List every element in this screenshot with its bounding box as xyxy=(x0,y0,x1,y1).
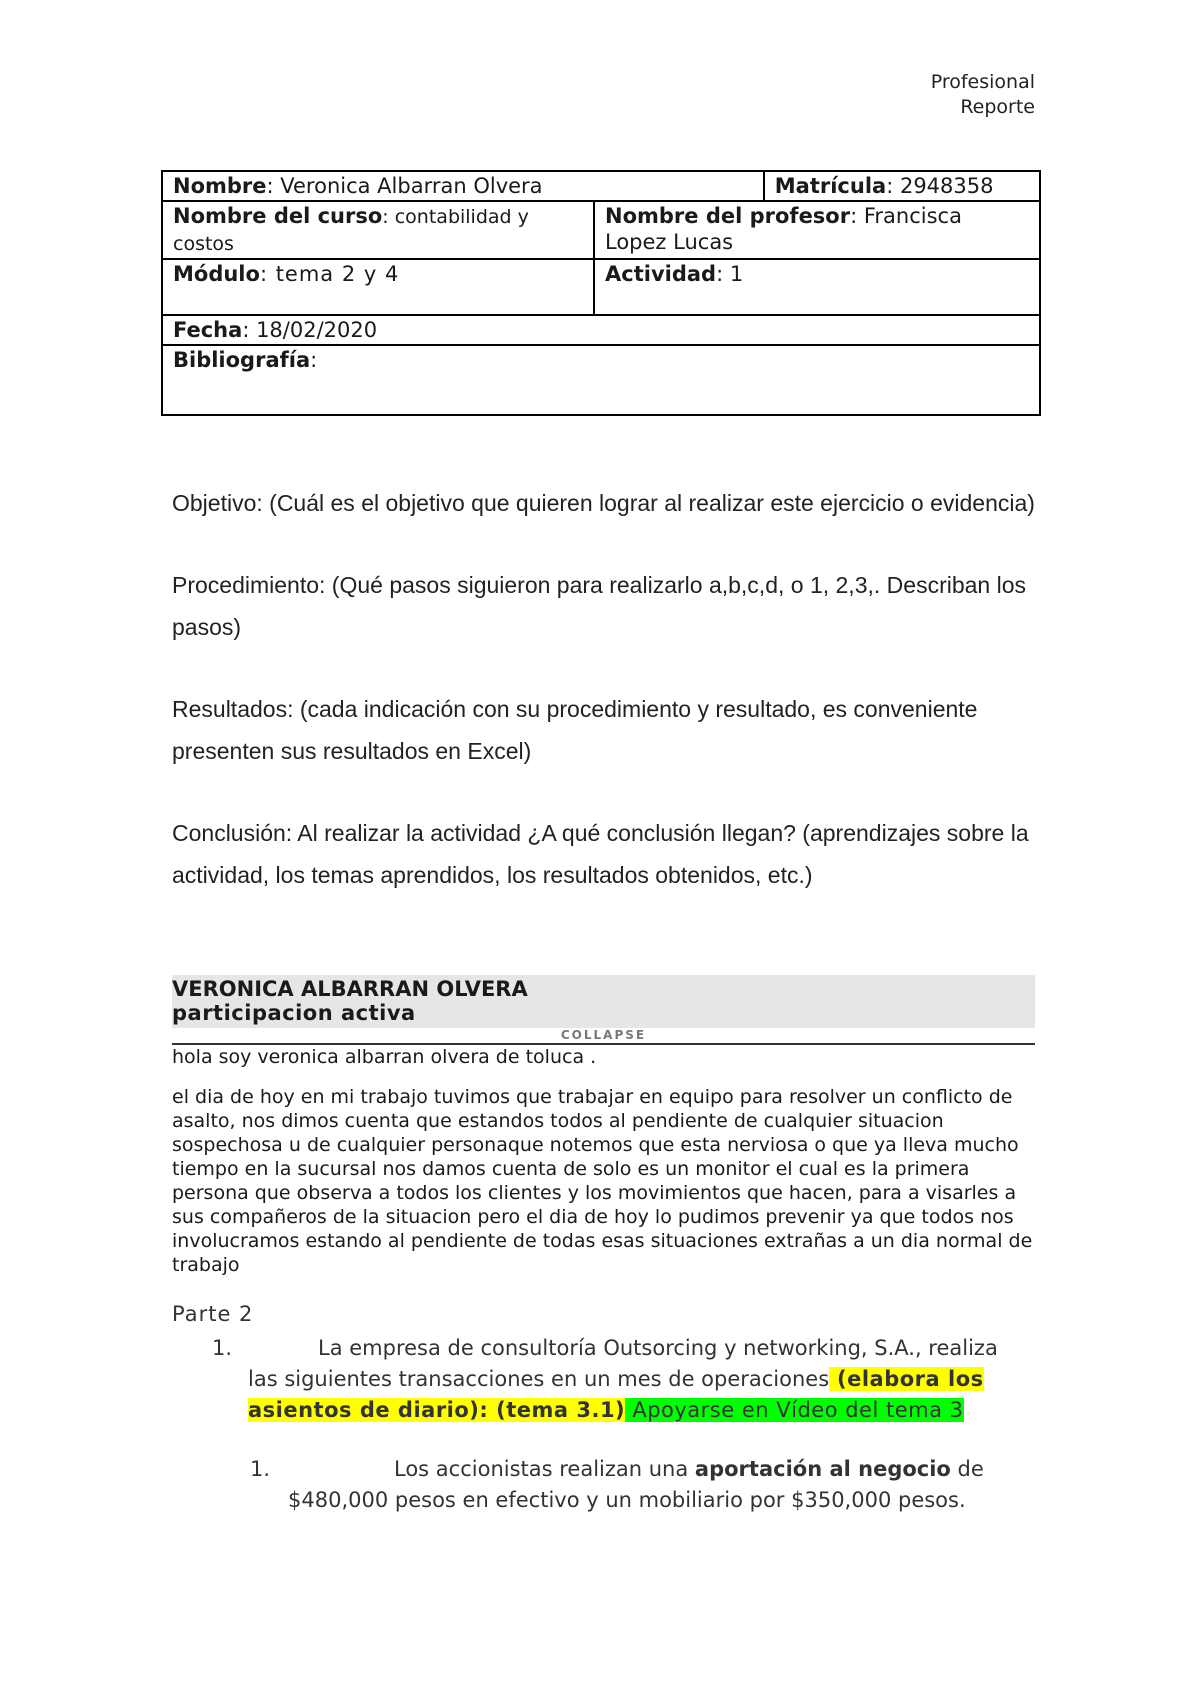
resultados-text: Resultados: (cada indicación con su procedimiento y resultado, es conveniente presenten sus resultados en Excel) xyxy=(172,696,978,764)
objetivo-text: Objetivo: (Cuál es el objetivo que quieren lograr al realizar este ejercicio o evidencia) xyxy=(172,490,1035,516)
fecha-value: : 18/02/2020 xyxy=(242,318,378,342)
modulo-label: Módulo xyxy=(173,262,260,286)
list-item-2-number: 1. xyxy=(250,1457,271,1481)
forum-body: el dia de hoy en mi trabajo tuvimos que trabajar en equipo para resolver un conflicto de asalto, nos dimos cuenta que estandos todos al pendiente de cualquier situacion sospechosa u de cualquier personaque notemos que esta nerviosa o que ya lleva mucho tiempo en la sucursal nos damos cuenta de solo es un monitor el cual es la primera persona que observa a todos los clientes y los movimientos que hacen, para a visarles a sus compañeros de la situacion pero el dia de hoy lo pudimos prevenir ya que todos nos involucramos estando al pendiente de todas esas situaciones extrañas a un dia normal de trabajo xyxy=(172,1086,1033,1276)
item1-highlight-yellow: (elabora los asientos de diario): (tema 3.1) xyxy=(248,1367,984,1422)
item2-before: Los accionistas realizan una xyxy=(394,1457,695,1481)
header-line-reporte: Reporte xyxy=(960,96,1035,118)
curso-label: Nombre del curso xyxy=(173,204,383,228)
modulo-value: : tema 2 y 4 xyxy=(259,262,400,286)
list-item-2 xyxy=(172,1454,1032,1516)
conclusion-text: Conclusión: Al realizar la actividad ¿A qué conclusión llegan? (aprendizajes sobre la actividad, los temas aprendidos, los resultados obtenidos, etc.) xyxy=(172,820,1029,888)
forum-greeting: hola soy veronica albarran olvera de toluca . xyxy=(172,1046,597,1068)
bibliografia-value: : xyxy=(310,348,318,372)
fecha-label: Fecha xyxy=(173,318,243,342)
report-sections xyxy=(172,482,1052,936)
actividad-label: Actividad xyxy=(605,262,717,286)
document-header xyxy=(931,70,1035,120)
matricula-label: Matrícula xyxy=(774,174,887,198)
forum-post xyxy=(172,975,1035,1277)
curso-value: : contabilidad y costos xyxy=(173,206,529,255)
bibliografia-cell xyxy=(162,345,1040,415)
curso-cell xyxy=(162,201,594,259)
item1-highlight-green: Apoyarse en Vídeo del tema 3 xyxy=(625,1398,964,1422)
bibliografia-label: Bibliografía xyxy=(173,348,311,372)
actividad-value: : 1 xyxy=(716,262,744,286)
item2-bold: aportación al negocio xyxy=(694,1457,951,1481)
collapse-button[interactable]: COLLAPSE xyxy=(172,1028,1035,1045)
nombre-value: : Veronica Albarran Olvera xyxy=(266,174,543,198)
list-item-1-text xyxy=(248,1333,1032,1426)
header-line-profesional: Profesional xyxy=(930,71,1035,93)
item2-after: de $480,000 pesos en efectivo y un mobiliario por $350,000 pesos. xyxy=(288,1457,984,1512)
profesor-value: : Francisca Lopez Lucas xyxy=(605,204,962,254)
nombre-cell xyxy=(162,171,764,201)
nombre-label: Nombre xyxy=(173,174,267,198)
matricula-cell xyxy=(764,171,1040,201)
profesor-cell xyxy=(594,201,1040,259)
matricula-value: : 2948358 xyxy=(886,174,994,198)
actividad-cell xyxy=(594,259,1040,315)
fecha-cell xyxy=(162,315,1040,345)
parte2-title: Parte 2 xyxy=(172,1302,254,1326)
modulo-cell xyxy=(162,259,594,315)
forum-author: VERONICA ALBARRAN OLVERA xyxy=(172,977,528,1001)
list-item-2-text xyxy=(288,1454,1032,1516)
forum-post-header xyxy=(172,975,1035,1028)
forum-subtitle: participacion activa xyxy=(172,1001,416,1025)
profesor-label: Nombre del profesor xyxy=(605,204,851,228)
info-table xyxy=(161,170,1041,416)
list-item-1 xyxy=(172,1333,1032,1426)
procedimiento-text: Procedimiento: (Qué pasos siguieron para realizarlo a,b,c,d, o 1, 2,3,. Describan los pasos) xyxy=(172,572,1026,640)
item1-body: La empresa de consultoría Outsorcing y networking, S.A., realiza las siguientes transacciones en un mes de operaciones xyxy=(248,1336,998,1391)
list-item-1-number: 1. xyxy=(212,1336,233,1360)
